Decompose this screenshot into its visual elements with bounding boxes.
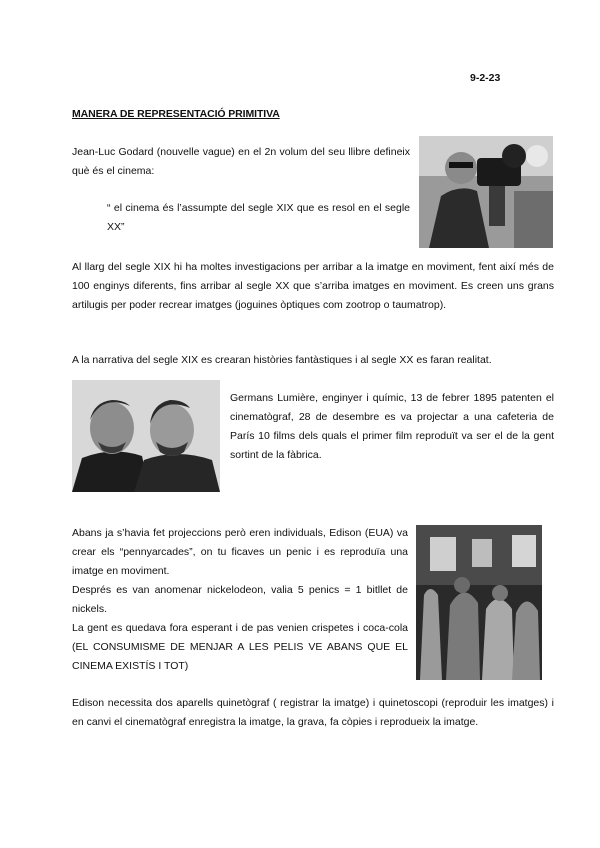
edison-paragraph-2: Després es van anomenar nickelodeon, valia 5 penics = 1 bitllet de nickels.	[72, 584, 408, 615]
lumiere-brothers-photo	[72, 380, 220, 492]
lumiere-paragraph: Germans Lumière, enginyer i químic, 13 de febrer 1895 patenten el cinematògraf, 28 de desembre es va projectar a una cafeteria de París 10 films dels quals el primer film reproduït va ser el de la gent sortint de la fàbrica.	[230, 392, 554, 461]
intro-paragraph: Jean-Luc Godard (nouvelle vague) en el 2n volum del seu llibre defineix què és el cinema:	[72, 146, 410, 177]
edison-paragraph-3: La gent es quedava fora esperant i de pas venien crispetes i coca-cola (EL CONSUMISME DE MENJAR A LES PELIS VE ABANS QUE EL CINEMA EXISTÍS I TOT)	[72, 622, 408, 672]
godard-quote: “ el cinema és l’assumpte del segle XIX que es resol en el segle XX”	[107, 202, 410, 233]
document-title: MANERA DE REPRESENTACIÓ PRIMITIVA	[72, 108, 280, 120]
godard-camera-photo	[419, 136, 553, 248]
edison-paragraph-1: Abans ja s’havia fet projeccions però eren individuals, Edison (EUA) va crear els “pennyarcades”, on tu ficaves un penic i es reproduïa una imatge en moviment.	[72, 527, 408, 577]
narrative-paragraph: A la narrativa del segle XIX es crearan històries fantàstiques i al segle XX es faran realitat.	[72, 354, 492, 366]
history-paragraph: Al llarg del segle XIX hi ha moltes investigacions per arribar a la imatge en moviment, fent així més de 100 enginys diferents, fins arribar al segle XX que s’arriba imatges en moviment. Es creen uns grans artilugis per poder recrear imatges (joguines òptiques com zootrop o taumatrop).	[72, 261, 554, 311]
penny-arcade-photo	[416, 525, 542, 680]
final-paragraph: Edison necessita dos aparells quinetògraf ( registrar la imatge) i quinetoscopi (reproduir les imatges) i en canvi el cinematògraf enregistra la imatge, la grava, fa còpies i reprodueix la imatge.	[72, 697, 554, 728]
document-date: 9-2-23	[470, 72, 501, 84]
